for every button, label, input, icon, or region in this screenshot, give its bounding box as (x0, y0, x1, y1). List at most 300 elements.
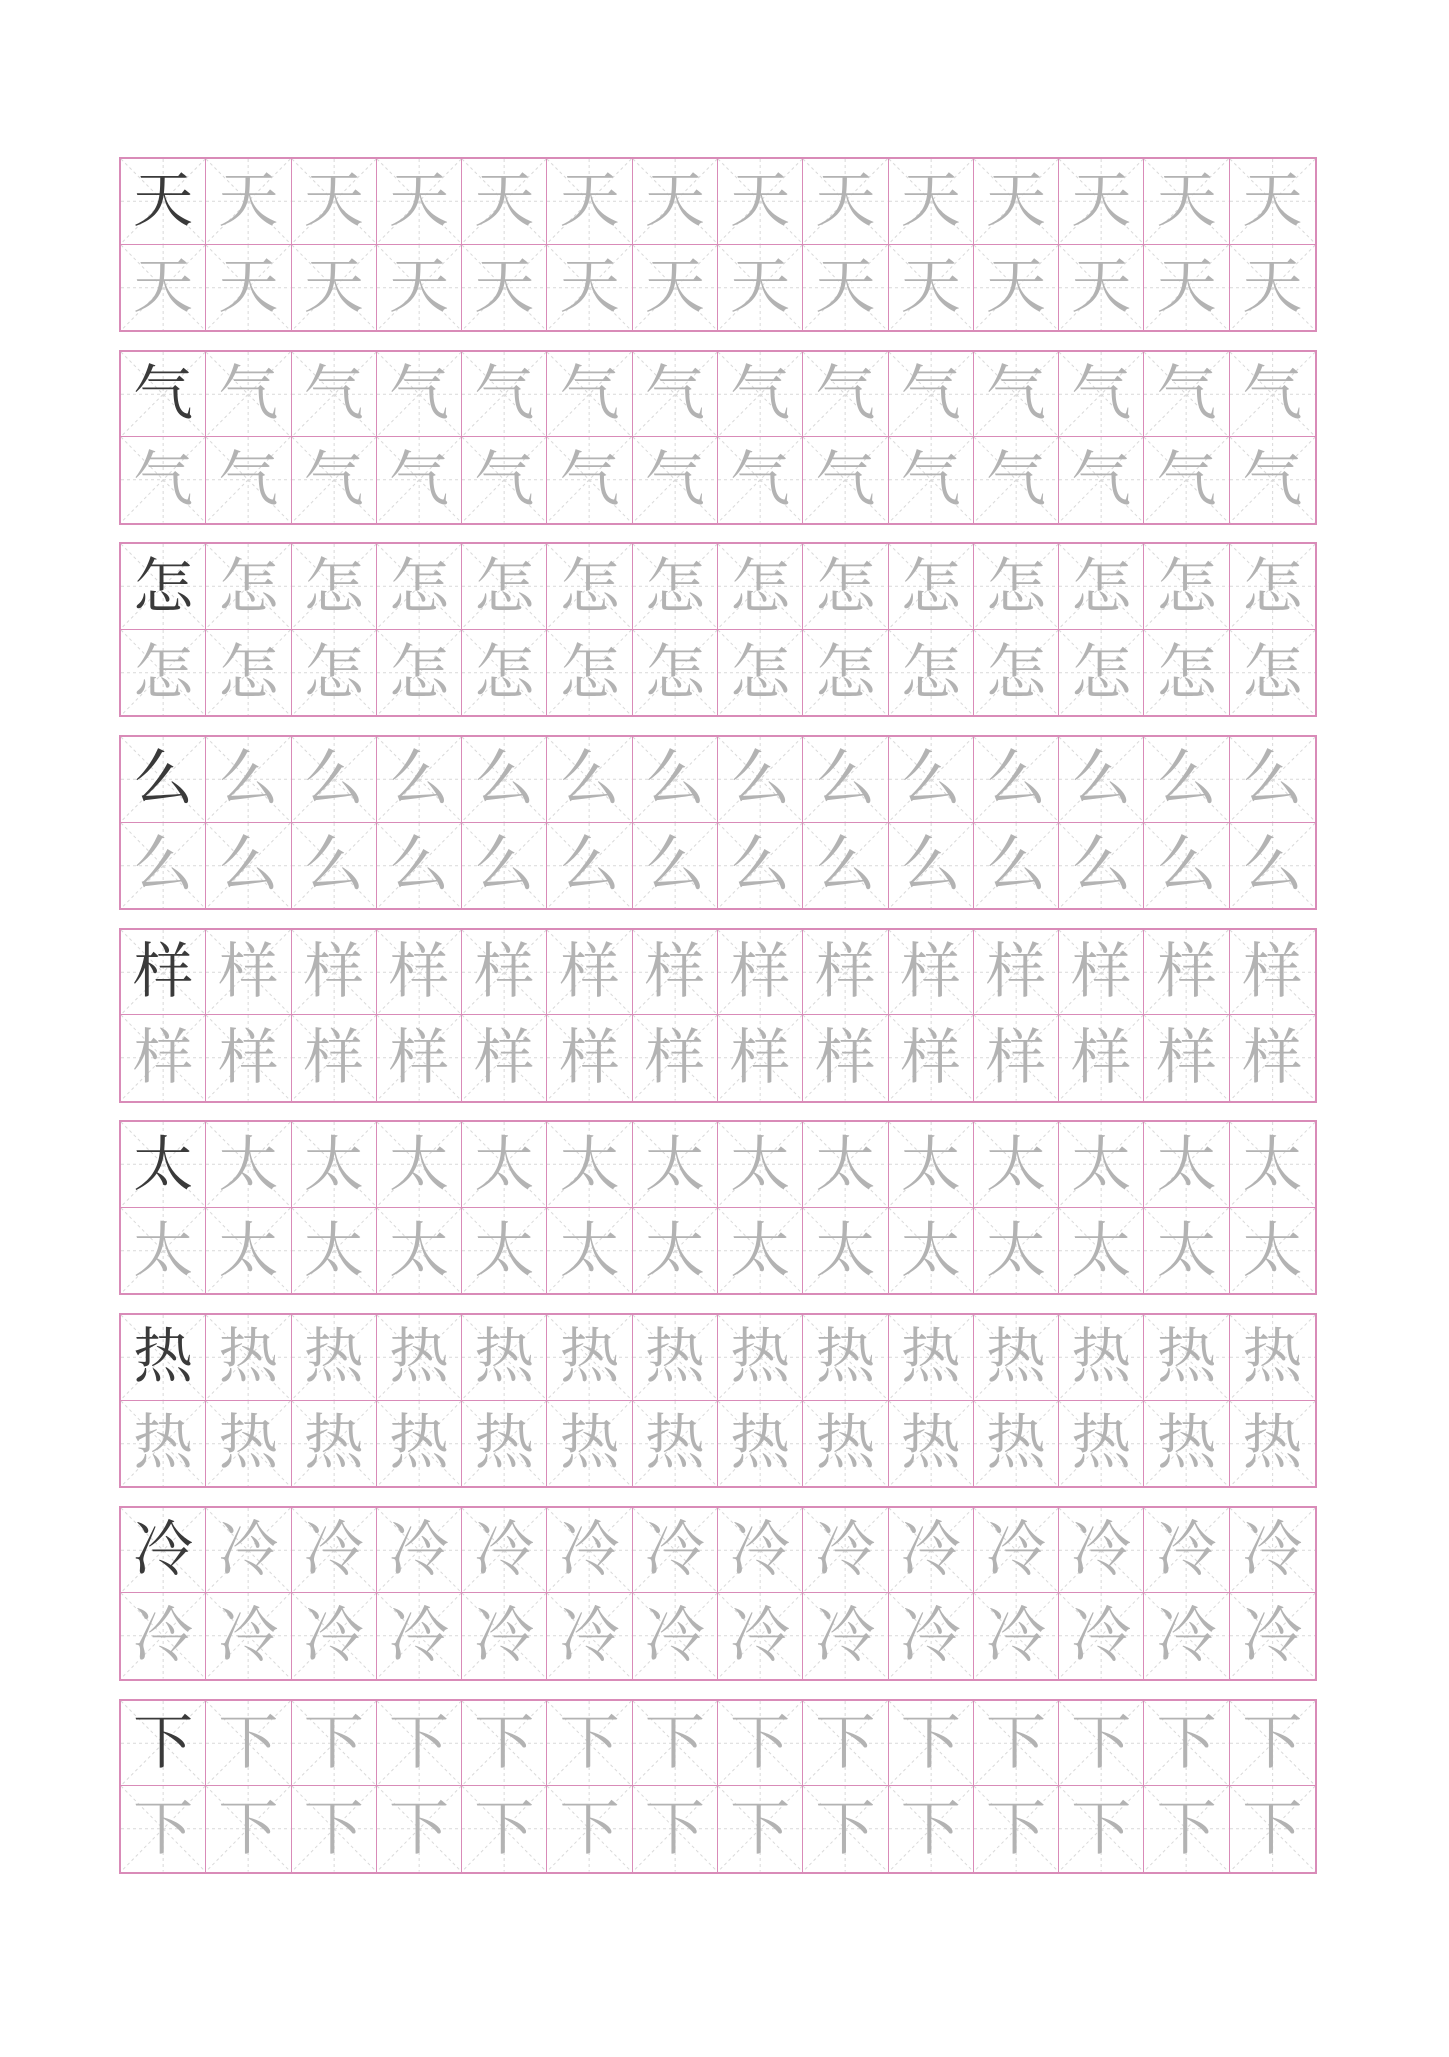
trace-character-cell (974, 737, 1059, 823)
trace-character: 怎 (559, 637, 620, 708)
trace-character: 天 (218, 252, 279, 323)
trace-character: 天 (644, 166, 705, 237)
trace-character: 怎 (133, 637, 194, 708)
trace-character: 太 (644, 1129, 705, 1200)
trace-character-cell (1144, 823, 1229, 909)
trace-character-cell (462, 737, 547, 823)
trace-character: 么 (815, 744, 876, 815)
trace-character: 气 (900, 358, 961, 429)
trace-character: 样 (900, 937, 961, 1007)
trace-character-cell (1144, 1786, 1229, 1872)
trace-character-cell (974, 930, 1059, 1016)
trace-character: 太 (730, 1129, 791, 1200)
trace-character-cell (974, 159, 1059, 245)
trace-character-cell (206, 245, 291, 331)
trace-character: 冷 (985, 1601, 1046, 1672)
trace-character-cell (547, 245, 632, 331)
trace-character-cell (292, 159, 377, 245)
trace-character-cell (206, 1208, 291, 1294)
trace-character: 天 (1156, 252, 1217, 323)
trace-character: 样 (900, 1023, 961, 1093)
trace-character: 下 (1156, 1793, 1217, 1864)
trace-character-cell (633, 1401, 718, 1487)
trace-character-cell (1230, 352, 1315, 438)
trace-character-cell (889, 630, 974, 716)
trace-character: 太 (1071, 1129, 1132, 1200)
trace-character-cell (633, 159, 718, 245)
trace-character-cell (462, 1508, 547, 1594)
trace-character-cell (377, 159, 462, 245)
trace-character: 天 (474, 166, 535, 237)
trace-character: 么 (1071, 744, 1132, 815)
trace-character: 天 (900, 166, 961, 237)
trace-character: 冷 (644, 1601, 705, 1672)
trace-character: 热 (1242, 1322, 1303, 1393)
trace-character: 下 (559, 1707, 620, 1778)
trace-character-cell (1144, 1508, 1229, 1594)
trace-character-cell (292, 1315, 377, 1401)
trace-character: 气 (985, 358, 1046, 429)
trace-character-cell (377, 1015, 462, 1101)
trace-character-cell (292, 1401, 377, 1487)
trace-character-cell (1059, 930, 1144, 1016)
trace-character-cell (889, 437, 974, 523)
trace-character: 么 (388, 830, 449, 901)
trace-character-cell (803, 159, 888, 245)
trace-character-cell (1230, 930, 1315, 1016)
trace-character-cell (1144, 544, 1229, 630)
trace-character: 太 (985, 1215, 1046, 1286)
trace-character-cell (889, 1208, 974, 1294)
trace-character-cell (377, 1786, 462, 1872)
trace-character: 下 (474, 1707, 535, 1778)
trace-character-cell (1059, 1701, 1144, 1787)
trace-character: 天 (1156, 166, 1217, 237)
trace-character-cell (1230, 1508, 1315, 1594)
trace-character-cell (1230, 1786, 1315, 1872)
trace-character: 么 (985, 830, 1046, 901)
trace-character: 气 (644, 444, 705, 515)
trace-character: 热 (1071, 1322, 1132, 1393)
trace-character-cell (1059, 159, 1144, 245)
trace-character: 怎 (303, 637, 364, 708)
trace-character: 下 (1071, 1707, 1132, 1778)
trace-character: 样 (559, 1023, 620, 1093)
trace-character: 样 (985, 1023, 1046, 1093)
trace-character-cell (633, 1593, 718, 1679)
trace-character: 气 (900, 444, 961, 515)
trace-character-cell (1144, 1593, 1229, 1679)
model-character: 气 (133, 358, 194, 429)
trace-character: 下 (474, 1793, 535, 1864)
trace-character: 样 (1071, 1023, 1132, 1093)
trace-character-cell (1230, 1122, 1315, 1208)
trace-character: 么 (730, 830, 791, 901)
trace-character: 热 (303, 1408, 364, 1479)
trace-character-cell (889, 1315, 974, 1401)
trace-character-cell (1144, 630, 1229, 716)
trace-character: 气 (303, 444, 364, 515)
trace-character-cell (803, 245, 888, 331)
trace-character-cell (547, 1401, 632, 1487)
trace-character-cell (462, 1593, 547, 1679)
trace-character: 气 (388, 444, 449, 515)
trace-character: 样 (303, 1023, 364, 1093)
trace-character-cell (462, 1401, 547, 1487)
trace-character: 太 (730, 1215, 791, 1286)
trace-character-cell (633, 437, 718, 523)
trace-character-cell (718, 1401, 803, 1487)
trace-character-cell (1230, 1208, 1315, 1294)
trace-character: 下 (218, 1793, 279, 1864)
trace-character: 怎 (303, 551, 364, 622)
trace-character: 怎 (1242, 637, 1303, 708)
trace-character: 怎 (900, 551, 961, 622)
trace-character-cell (1059, 437, 1144, 523)
trace-character: 热 (815, 1408, 876, 1479)
character-practice-block (119, 735, 1317, 910)
trace-character: 冷 (1156, 1601, 1217, 1672)
trace-character: 热 (730, 1322, 791, 1393)
trace-character: 气 (474, 444, 535, 515)
trace-character-cell (718, 630, 803, 716)
trace-character-cell (1059, 1401, 1144, 1487)
trace-character-cell (1144, 245, 1229, 331)
trace-character-cell (292, 630, 377, 716)
trace-character-cell (547, 159, 632, 245)
trace-character-cell (1144, 1701, 1229, 1787)
trace-character-cell (803, 1015, 888, 1101)
trace-character: 太 (388, 1129, 449, 1200)
model-character-cell (121, 737, 206, 823)
trace-character-cell (292, 930, 377, 1016)
trace-character: 样 (1242, 937, 1303, 1007)
trace-character: 热 (985, 1408, 1046, 1479)
trace-character: 怎 (730, 551, 791, 622)
trace-character: 样 (730, 937, 791, 1007)
trace-character-cell (633, 930, 718, 1016)
trace-character-cell (1059, 1508, 1144, 1594)
trace-character: 气 (303, 358, 364, 429)
trace-character-cell (889, 1593, 974, 1679)
trace-character-cell (206, 1508, 291, 1594)
trace-character: 热 (900, 1322, 961, 1393)
trace-character-cell (1230, 544, 1315, 630)
trace-character-cell (1230, 737, 1315, 823)
trace-character-cell (1144, 437, 1229, 523)
trace-character: 气 (133, 444, 194, 515)
trace-character-cell (292, 1593, 377, 1679)
trace-character: 太 (1156, 1215, 1217, 1286)
trace-character: 下 (303, 1707, 364, 1778)
trace-character: 怎 (474, 551, 535, 622)
trace-character: 下 (815, 1707, 876, 1778)
trace-character-cell (462, 1786, 547, 1872)
trace-character: 样 (474, 937, 535, 1007)
model-character: 热 (133, 1322, 194, 1393)
trace-character: 么 (388, 744, 449, 815)
trace-character: 样 (1071, 937, 1132, 1007)
trace-character: 下 (133, 1793, 194, 1864)
trace-character-cell (633, 1315, 718, 1401)
trace-character: 热 (985, 1322, 1046, 1393)
trace-character-cell (377, 1315, 462, 1401)
trace-character-cell (1144, 930, 1229, 1016)
trace-character-cell (462, 437, 547, 523)
trace-character-cell (803, 1122, 888, 1208)
trace-character: 天 (730, 252, 791, 323)
trace-character: 热 (388, 1322, 449, 1393)
trace-character-cell (547, 1701, 632, 1787)
trace-character: 气 (474, 358, 535, 429)
trace-character-cell (462, 1701, 547, 1787)
trace-character-cell (803, 1401, 888, 1487)
trace-character: 怎 (218, 551, 279, 622)
trace-character-cell (547, 1508, 632, 1594)
trace-character: 气 (1242, 358, 1303, 429)
trace-character: 气 (1071, 358, 1132, 429)
trace-character: 样 (644, 1023, 705, 1093)
trace-character-cell (803, 1701, 888, 1787)
trace-character: 气 (1242, 444, 1303, 515)
trace-character: 冷 (815, 1601, 876, 1672)
trace-character-cell (803, 630, 888, 716)
trace-character: 怎 (388, 551, 449, 622)
trace-character-cell (1059, 823, 1144, 909)
trace-character: 样 (644, 937, 705, 1007)
trace-character: 太 (303, 1215, 364, 1286)
trace-character-cell (718, 1508, 803, 1594)
trace-character-cell (974, 1208, 1059, 1294)
trace-character: 样 (218, 937, 279, 1007)
trace-character-cell (889, 823, 974, 909)
model-character-cell (121, 1315, 206, 1401)
model-character: 下 (133, 1707, 194, 1778)
trace-character-cell (803, 930, 888, 1016)
trace-character: 么 (1071, 830, 1132, 901)
trace-character: 样 (985, 937, 1046, 1007)
trace-character-cell (1059, 737, 1144, 823)
trace-character: 么 (900, 744, 961, 815)
trace-character: 太 (815, 1129, 876, 1200)
trace-character-cell (718, 245, 803, 331)
trace-character-cell (633, 1508, 718, 1594)
trace-character-cell (1230, 159, 1315, 245)
trace-character: 太 (1242, 1129, 1303, 1200)
trace-character-cell (718, 437, 803, 523)
trace-character-cell (1230, 1593, 1315, 1679)
trace-character-cell (633, 823, 718, 909)
trace-character-cell (974, 352, 1059, 438)
trace-character-cell (1059, 1315, 1144, 1401)
trace-character-cell (803, 823, 888, 909)
trace-character-cell (547, 437, 632, 523)
trace-character-cell (718, 1701, 803, 1787)
trace-character: 下 (388, 1707, 449, 1778)
trace-character: 热 (900, 1408, 961, 1479)
trace-character: 天 (133, 252, 194, 323)
trace-character-cell (1144, 159, 1229, 245)
trace-character: 冷 (1071, 1515, 1132, 1586)
trace-character: 气 (644, 358, 705, 429)
trace-character: 怎 (1242, 551, 1303, 622)
trace-character: 下 (900, 1793, 961, 1864)
trace-character-cell (718, 544, 803, 630)
trace-character: 冷 (559, 1515, 620, 1586)
trace-character: 气 (815, 444, 876, 515)
trace-character-cell (1059, 630, 1144, 716)
trace-character: 下 (985, 1707, 1046, 1778)
trace-character-cell (1230, 245, 1315, 331)
trace-character: 气 (559, 358, 620, 429)
trace-character-cell (1144, 1401, 1229, 1487)
trace-character: 冷 (815, 1515, 876, 1586)
trace-character-cell (1230, 823, 1315, 909)
trace-character-cell (377, 630, 462, 716)
trace-character-cell (292, 1015, 377, 1101)
trace-character: 冷 (559, 1601, 620, 1672)
trace-character: 热 (815, 1322, 876, 1393)
trace-character: 热 (730, 1408, 791, 1479)
trace-character: 气 (1156, 444, 1217, 515)
trace-character-cell (206, 352, 291, 438)
trace-character-cell (974, 245, 1059, 331)
trace-character-cell (121, 1401, 206, 1487)
trace-character-cell (462, 630, 547, 716)
trace-character-cell (1059, 1786, 1144, 1872)
trace-character: 么 (900, 830, 961, 901)
trace-character: 样 (474, 1023, 535, 1093)
trace-character-cell (1144, 1315, 1229, 1401)
trace-character: 气 (985, 444, 1046, 515)
trace-character-cell (292, 1508, 377, 1594)
trace-character-cell (292, 1208, 377, 1294)
model-character-cell (121, 1122, 206, 1208)
trace-character: 热 (218, 1408, 279, 1479)
trace-character: 下 (388, 1793, 449, 1864)
model-character: 么 (133, 744, 194, 815)
trace-character-cell (974, 544, 1059, 630)
trace-character: 太 (218, 1215, 279, 1286)
trace-character: 热 (559, 1322, 620, 1393)
trace-character-cell (206, 1315, 291, 1401)
model-character: 太 (133, 1129, 194, 1200)
trace-character-cell (462, 1315, 547, 1401)
trace-character: 天 (474, 252, 535, 323)
trace-character-cell (547, 1593, 632, 1679)
trace-character: 样 (133, 1023, 194, 1093)
trace-character-cell (121, 245, 206, 331)
trace-character-cell (974, 1786, 1059, 1872)
trace-character: 么 (474, 744, 535, 815)
trace-character-cell (1144, 352, 1229, 438)
trace-character-cell (206, 930, 291, 1016)
trace-character: 天 (1071, 252, 1132, 323)
trace-character: 下 (559, 1793, 620, 1864)
trace-character: 热 (133, 1408, 194, 1479)
trace-character-cell (889, 544, 974, 630)
trace-character-cell (547, 352, 632, 438)
trace-character-cell (121, 823, 206, 909)
trace-character-cell (206, 437, 291, 523)
trace-character: 天 (730, 166, 791, 237)
trace-character: 太 (644, 1215, 705, 1286)
trace-character-cell (974, 1701, 1059, 1787)
character-practice-block (119, 1313, 1317, 1488)
trace-character-cell (1144, 1208, 1229, 1294)
trace-character-cell (974, 1015, 1059, 1101)
trace-character: 样 (815, 937, 876, 1007)
trace-character-cell (718, 159, 803, 245)
trace-character-cell (633, 1015, 718, 1101)
trace-character: 气 (1071, 444, 1132, 515)
trace-character: 天 (559, 166, 620, 237)
trace-character: 冷 (303, 1601, 364, 1672)
trace-character: 下 (730, 1707, 791, 1778)
trace-character-cell (803, 1508, 888, 1594)
trace-character-cell (1059, 1593, 1144, 1679)
trace-character-cell (377, 437, 462, 523)
trace-character: 样 (1156, 1023, 1217, 1093)
trace-character-cell (377, 1593, 462, 1679)
trace-character-cell (292, 1122, 377, 1208)
trace-character-cell (377, 1508, 462, 1594)
trace-character: 气 (730, 444, 791, 515)
trace-character-cell (547, 544, 632, 630)
trace-character-cell (718, 1208, 803, 1294)
trace-character: 下 (1242, 1793, 1303, 1864)
trace-character-cell (206, 737, 291, 823)
trace-character: 天 (644, 252, 705, 323)
trace-character: 天 (1071, 166, 1132, 237)
trace-character-cell (889, 352, 974, 438)
trace-character: 冷 (474, 1515, 535, 1586)
trace-character-cell (1059, 1015, 1144, 1101)
trace-character: 么 (303, 744, 364, 815)
trace-character: 怎 (815, 551, 876, 622)
trace-character: 冷 (1071, 1601, 1132, 1672)
trace-character-cell (377, 544, 462, 630)
trace-character: 冷 (730, 1601, 791, 1672)
trace-character-cell (718, 1315, 803, 1401)
trace-character: 冷 (1156, 1515, 1217, 1586)
trace-character-cell (206, 1122, 291, 1208)
trace-character: 下 (1242, 1707, 1303, 1778)
character-practice-block (119, 928, 1317, 1103)
trace-character: 太 (388, 1215, 449, 1286)
model-character-cell (121, 1508, 206, 1594)
model-character-cell (121, 930, 206, 1016)
character-practice-block (119, 1506, 1317, 1681)
trace-character-cell (1144, 737, 1229, 823)
trace-character: 热 (1156, 1322, 1217, 1393)
trace-character-cell (462, 1015, 547, 1101)
trace-character-cell (1230, 1015, 1315, 1101)
trace-character-cell (633, 1208, 718, 1294)
trace-character: 怎 (985, 551, 1046, 622)
practice-sheet (119, 157, 1317, 1891)
trace-character-cell (292, 245, 377, 331)
trace-character-cell (889, 159, 974, 245)
trace-character-cell (206, 1401, 291, 1487)
trace-character-cell (206, 823, 291, 909)
trace-character: 下 (985, 1793, 1046, 1864)
trace-character-cell (547, 1315, 632, 1401)
trace-character: 天 (559, 252, 620, 323)
trace-character: 热 (1156, 1408, 1217, 1479)
trace-character: 样 (303, 937, 364, 1007)
trace-character: 冷 (218, 1515, 279, 1586)
